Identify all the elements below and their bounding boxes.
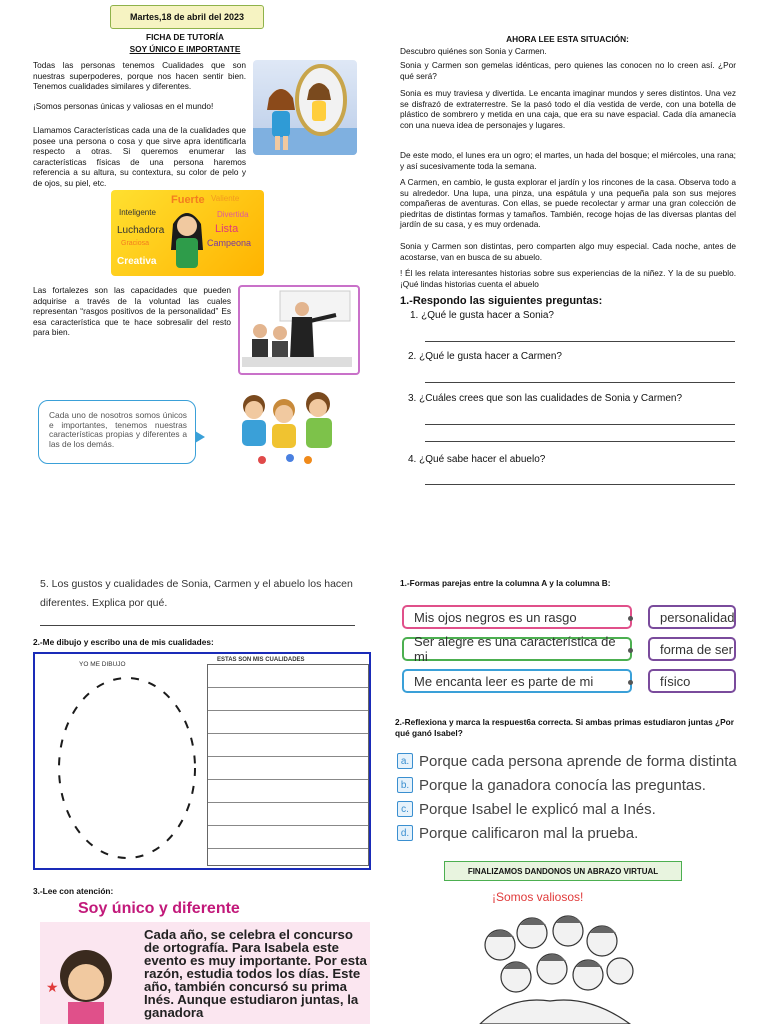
final-banner: FINALIZAMOS DANDONOS UN ABRAZO VIRTUAL	[444, 861, 682, 881]
qualities-line[interactable]	[208, 757, 368, 780]
column-a-text: Ser alegre es una característica de mi	[414, 634, 616, 664]
quality-word: Divertida	[217, 210, 249, 219]
girl-mirror-image	[253, 60, 357, 155]
quality-word: Valiente	[211, 194, 240, 203]
pairs-title: 1.-Formas parejas entre la columna A y la columna B:	[400, 578, 611, 588]
question-4: 4. ¿Qué sabe hacer el abuelo?	[408, 454, 546, 465]
question-2: 2. ¿Qué le gusta hacer a Carmen?	[408, 351, 562, 362]
quality-word: Campeona	[207, 238, 252, 248]
column-b-item[interactable]	[648, 669, 736, 693]
option-letter: d.	[397, 825, 413, 841]
column-a-text: Me encanta leer es parte de mi	[414, 673, 594, 689]
option-text: Porque cada persona aprende de forma distinta	[419, 752, 737, 770]
page-title: SOY ÚNICO E IMPORTANTE	[129, 44, 241, 54]
self-portrait-area[interactable]	[49, 670, 199, 866]
qualities-list	[207, 664, 369, 866]
column-b-text: físico	[660, 673, 691, 689]
quality-word: Graciosa	[121, 240, 150, 247]
qualities-line[interactable]	[208, 803, 368, 826]
ficha-label: FICHA DE TUTORÍA	[146, 32, 224, 42]
story-text: Cada año, se celebra el concurso de ortografía. Para Isabela este evento es muy importante. Por esta razón, estudia todos los días. Este año, también concursó su prima Inés. Aunque estudiaron juntas, la ganadora	[144, 927, 367, 1020]
quality-word: Fuerte	[171, 194, 205, 206]
draw-title: 2.-Me dibujo y escribo una de mis cualidades:	[33, 637, 214, 647]
answer-line[interactable]	[40, 625, 355, 626]
draw-left-label: YO ME DIBUJO	[79, 661, 126, 668]
column-a-item[interactable]	[402, 669, 632, 693]
story-title: Soy único y diferente	[78, 900, 240, 917]
quality-word: Luchadora	[117, 225, 165, 236]
quality-word: Inteligente	[119, 208, 156, 217]
qualities-line[interactable]	[208, 826, 368, 849]
story-line-7: ! Él les relata interesantes historias sobre sus experiencias de la niñez. Y la de su pueblo. ¡Qué lindas historias cuenta el abuelo	[400, 268, 736, 289]
story-line-6: Sonia y Carmen son distintas, pero comparten algo muy especial. Cada noche, antes de acostarse, van en busca de su abuelo.	[400, 241, 736, 262]
option-letter: a.	[397, 753, 413, 769]
characteristics-paragraph	[33, 125, 246, 189]
unique-statement: ¡Somos personas únicas y valiosas en el mundo!	[33, 101, 214, 111]
qualities-line[interactable]	[208, 688, 368, 711]
strengths-paragraph: Las fortalezes son las capacidades que pueden adquirise a través de la voluntad las cuales representan “rasgos positivos de la personalidad” Es esa característica que te hace sobresalir del resto para bien.	[33, 285, 231, 338]
bubble-text: Cada uno de nosotros somos únicos e importantes, tenemos nuestras características propias y diferentes a las de los demás.	[49, 410, 187, 449]
story-box	[40, 922, 370, 1024]
option-b[interactable]	[397, 774, 742, 796]
column-b-text: personalidad	[660, 609, 735, 625]
option-text: Porque Isabel le explicó mal a Inés.	[419, 800, 656, 818]
office-image	[238, 285, 360, 375]
story-line-5: A Carmen, en cambio, le gusta explorar el jardín y los rincones de la casa. Observa todo a su alrededor. Una lupa, una pinza, una espátula y una pequeña pala son sus mejores compañeras de aventuras. Con ellas, se puede recolectar y armar una gran colección de piedritas de distintas formas y tamaños. También, recoge hojas de las diversas plantas del jardín de su casa, y es muy ordenada.	[400, 177, 736, 230]
options-list	[397, 750, 742, 844]
situation-heading: AHORA LEE ESTA SITUACIÓN:	[506, 34, 629, 44]
column-a-text: Mis ojos negros es un rasgo	[414, 609, 577, 625]
qualities-image	[111, 190, 264, 276]
column-a-item[interactable]	[402, 605, 632, 629]
svg-text:★: ★	[46, 979, 59, 995]
date-label: Martes,18 de abril del 2023	[110, 5, 264, 29]
read-title: 3.-Lee con atención:	[33, 886, 114, 896]
connector-dot[interactable]	[628, 616, 633, 621]
connector-dot[interactable]	[628, 648, 633, 653]
option-text: Porque calificaron mal la prueba.	[419, 824, 639, 842]
bubble-tail	[195, 431, 205, 443]
column-b-item[interactable]	[648, 605, 736, 629]
question-3: 3. ¿Cuáles crees que son las cualidades de Sonia y Carmen?	[408, 393, 683, 404]
answer-line[interactable]	[425, 441, 735, 442]
option-letter: b.	[397, 777, 413, 793]
drawing-frame	[33, 652, 371, 870]
option-d[interactable]	[397, 822, 742, 844]
answer-line[interactable]	[425, 484, 735, 485]
story-line-2: Sonia y Carmen son gemelas idénticas, pero quienes las conocen no lo creen así. ¿Por qué será?	[400, 60, 736, 81]
connector-dot[interactable]	[628, 680, 633, 685]
qualities-line[interactable]	[208, 734, 368, 757]
quality-word: Creativa	[117, 256, 157, 267]
option-a[interactable]	[397, 750, 742, 772]
story-line-1: Descubro quiénes son Sonia y Carmen.	[400, 46, 547, 56]
characteristics-text: Llamamos Características cada una de la cualidades que posee una persona o cosa y que sirve apra identificarla respecto a otras. Si queremos enumerar las características físicas de una persona haremos referencia a su altura, su contextura, su color de pelo y de ojos, su piel, etc.	[33, 125, 246, 188]
question-5: 5. Los gustos y cualidades de Sonia, Carmen y el abuelo los hacen diferentes. Explica por qué.	[40, 578, 353, 609]
story-line-3: Sonia es muy traviesa y divertida. Le encanta imaginar mundos y seres distintos. Una vez se disfrazó de extraterrestre. Se la pasó todo el día vestida de verde, con una botella de plástico de sombrero y metida en una caja, que era su nave espacial. Cada día amanecía con una nueva idea de personajes y lugares.	[400, 88, 736, 130]
column-a-item[interactable]	[402, 634, 632, 664]
children-image	[232, 388, 342, 468]
qualities-line[interactable]	[208, 665, 368, 688]
reflect-title: 2.-Reflexiona y marca la respuest6a correcta. Si ambas primas estudiaron juntas ¿Por qué ganó Isabel?	[395, 717, 734, 738]
option-letter: c.	[397, 801, 413, 817]
column-b-item[interactable]	[648, 637, 736, 661]
story-line-4: De este modo, el lunes era un ogro; el martes, un hada del bosque; el miércoles, una rana; y así sucesivamente toda la semana.	[400, 150, 736, 171]
group-hug-image	[470, 905, 640, 1024]
answer-line[interactable]	[425, 341, 735, 342]
valiosos-title: ¡Somos valiosos!	[492, 890, 584, 904]
question-1: 1. ¿Qué le gusta hacer a Sonia?	[410, 310, 554, 321]
speech-bubble	[38, 400, 196, 464]
qualities-line[interactable]	[208, 711, 368, 734]
questions-title: 1.-Respondo las siguientes preguntas:	[400, 295, 603, 307]
draw-right-label: ESTAS SON MIS CUALIDADES	[217, 657, 305, 663]
column-b-text: forma de ser	[660, 641, 733, 657]
option-text: Porque la ganadora conocía las preguntas.	[419, 776, 706, 794]
option-c[interactable]	[397, 798, 742, 820]
quality-word: Lista	[215, 223, 239, 235]
qualities-line[interactable]	[208, 780, 368, 803]
intro-paragraph: Todas las personas tenemos Cualidades que son nuestras superpoderes, porque nos hacen sentir bien. Tenemos cualidades similares y diferentes.	[33, 60, 246, 92]
answer-line[interactable]	[425, 424, 735, 425]
answer-line[interactable]	[425, 382, 735, 383]
